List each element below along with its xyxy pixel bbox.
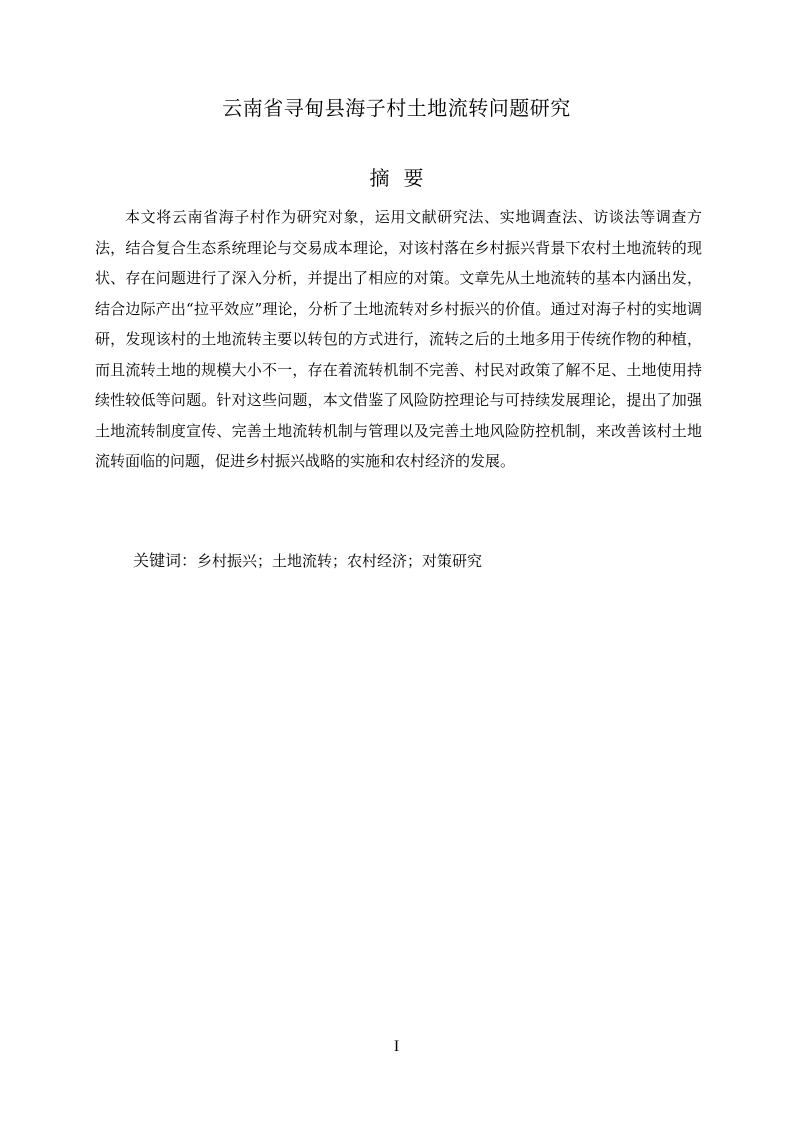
abstract-paragraph: 本文将云南省海子村作为研究对象，运用文献研究法、实地调查法、访谈法等调查方法，结合复合生态系统理论与交易成本理论，对该村落在乡村振兴背景下农村土地流转的现状、存在问题进行了深入分析，并提出了相应的对策。文章先从土地流转的基本内涵出发，结合边际产出“拉平效应”理论，分析了土地流转对乡村振兴的价值。通过对海子村的实地调研，发现该村的土地流转主要以转包的方式进行，流转之后的土地多用于传统作物的种植，而且流转土地的规模大小不一，存在着流转机制不完善、村民对政策了解不足、土地使用持续性较低等问题。针对这些问题，本文借鉴了风险防控理论与可持续发展理论，提出了加强土地流转制度宣传、完善土地流转机制与管理以及完善土地风险防控机制，来改善该村土地流转面临的问题，促进乡村振兴战略的实施和农村经济的发展。 (95, 208, 702, 470)
paper-title: 云南省寻甸县海子村土地流转问题研究 (222, 96, 571, 120)
keywords-label: 关键词： (133, 551, 198, 570)
page-number: I (393, 1038, 400, 1055)
keywords-text: 乡村振兴；土地流转；农村经济；对策研究 (197, 552, 483, 570)
keywords-line (133, 547, 703, 575)
abstract-heading: 摘要 (369, 166, 438, 190)
